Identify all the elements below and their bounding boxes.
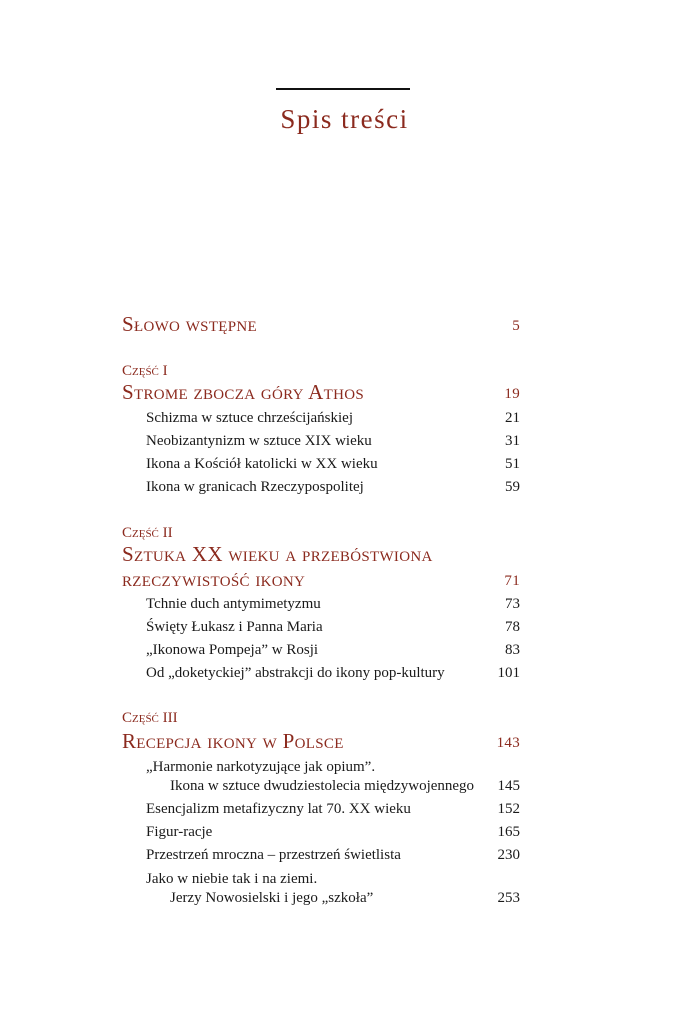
toc-entry-title: Figur-racje (146, 824, 213, 840)
toc-page-number: 21 (505, 410, 520, 426)
page-title: Spis treści (280, 104, 409, 134)
toc-entry-title: Esencjalizm metafizyczny lat 70. XX wieku (146, 801, 411, 817)
toc-page-number: 165 (497, 824, 520, 840)
toc-page-number: 31 (505, 433, 520, 449)
toc-entry[interactable] (122, 454, 520, 478)
title-rule (276, 88, 410, 90)
toc-page-number: 51 (505, 456, 520, 472)
toc-part-heading[interactable] (122, 380, 520, 404)
toc-entry-title: Ikona w granicach Rzeczypospolitej (146, 479, 364, 495)
toc-part-heading[interactable] (122, 542, 520, 566)
toc-entry[interactable] (122, 477, 520, 501)
toc-page-number: 71 (504, 573, 520, 589)
part-label: Część III (122, 710, 178, 726)
toc-part-heading[interactable] (122, 567, 520, 591)
toc-entry[interactable] (122, 431, 520, 455)
toc-entry[interactable] (122, 822, 520, 846)
toc-entry[interactable] (122, 799, 520, 823)
toc-page-number: 59 (505, 479, 520, 495)
toc-entry[interactable] (122, 640, 520, 664)
toc-page-number: 145 (497, 778, 520, 794)
toc-preface-label: Słowo wstępne (122, 312, 257, 336)
toc-page-number: 5 (512, 318, 520, 334)
toc-entry-title: Tchnie duch antymimetyzmu (146, 596, 321, 612)
toc-entry[interactable] (122, 408, 520, 432)
toc-entry-title: Neobizantynizm w sztuce XIX wieku (146, 433, 372, 449)
toc-page-number: 230 (497, 847, 520, 863)
toc-page-number: 73 (505, 596, 520, 612)
toc-entry[interactable] (122, 845, 520, 869)
toc-entry[interactable] (122, 888, 520, 912)
toc-page-number: 152 (497, 801, 520, 817)
part-heading-line: Sztuka XX wieku a przebóstwiona (122, 542, 433, 566)
toc-entry[interactable] (122, 776, 520, 800)
part-heading-line: Recepcja ikony w Polsce (122, 729, 344, 753)
toc-entry-title: Od „doketyckiej” abstrakcji do ikony pop-kultury (146, 665, 445, 681)
toc-page-number: 101 (497, 665, 520, 681)
toc-entry[interactable] (122, 594, 520, 618)
toc-entry-title-continued: Jerzy Nowosielski i jego „szkoła” (170, 890, 374, 906)
toc-entry[interactable] (122, 663, 520, 687)
toc-entry[interactable] (122, 617, 520, 641)
toc-entry-title: Przestrzeń mroczna – przestrzeń świetlista (146, 847, 401, 863)
toc-entry-title: Schizma w sztuce chrześcijańskiej (146, 410, 353, 426)
toc-page-number: 143 (496, 735, 520, 751)
toc-part-heading[interactable] (122, 729, 520, 753)
part-label: Część II (122, 525, 173, 541)
toc-entry-title-continued: Ikona w sztuce dwudziestolecia międzywojennego (170, 778, 475, 794)
part-heading-line: Strome zbocza góry Athos (122, 380, 364, 404)
part-heading-line: rzeczywistość ikony (122, 567, 306, 591)
toc-page-number: 253 (497, 890, 520, 906)
toc-page-number: 78 (505, 619, 520, 635)
toc-page-number: 83 (505, 642, 520, 658)
toc-entry-title: Święty Łukasz i Panna Maria (146, 619, 323, 635)
toc-entry-title: „Ikonowa Pompeja” w Rosji (146, 642, 319, 658)
part-label: Część I (122, 363, 168, 379)
toc-entry-title: „Harmonie narkotyzujące jak opium”. (146, 759, 376, 775)
toc-preface[interactable] (122, 312, 520, 336)
toc-entry-title: Jako w niebie tak i na ziemi. (146, 871, 318, 887)
toc-page-number: 19 (504, 386, 520, 402)
toc-entry-title: Ikona a Kościół katolicki w XX wieku (146, 456, 378, 472)
